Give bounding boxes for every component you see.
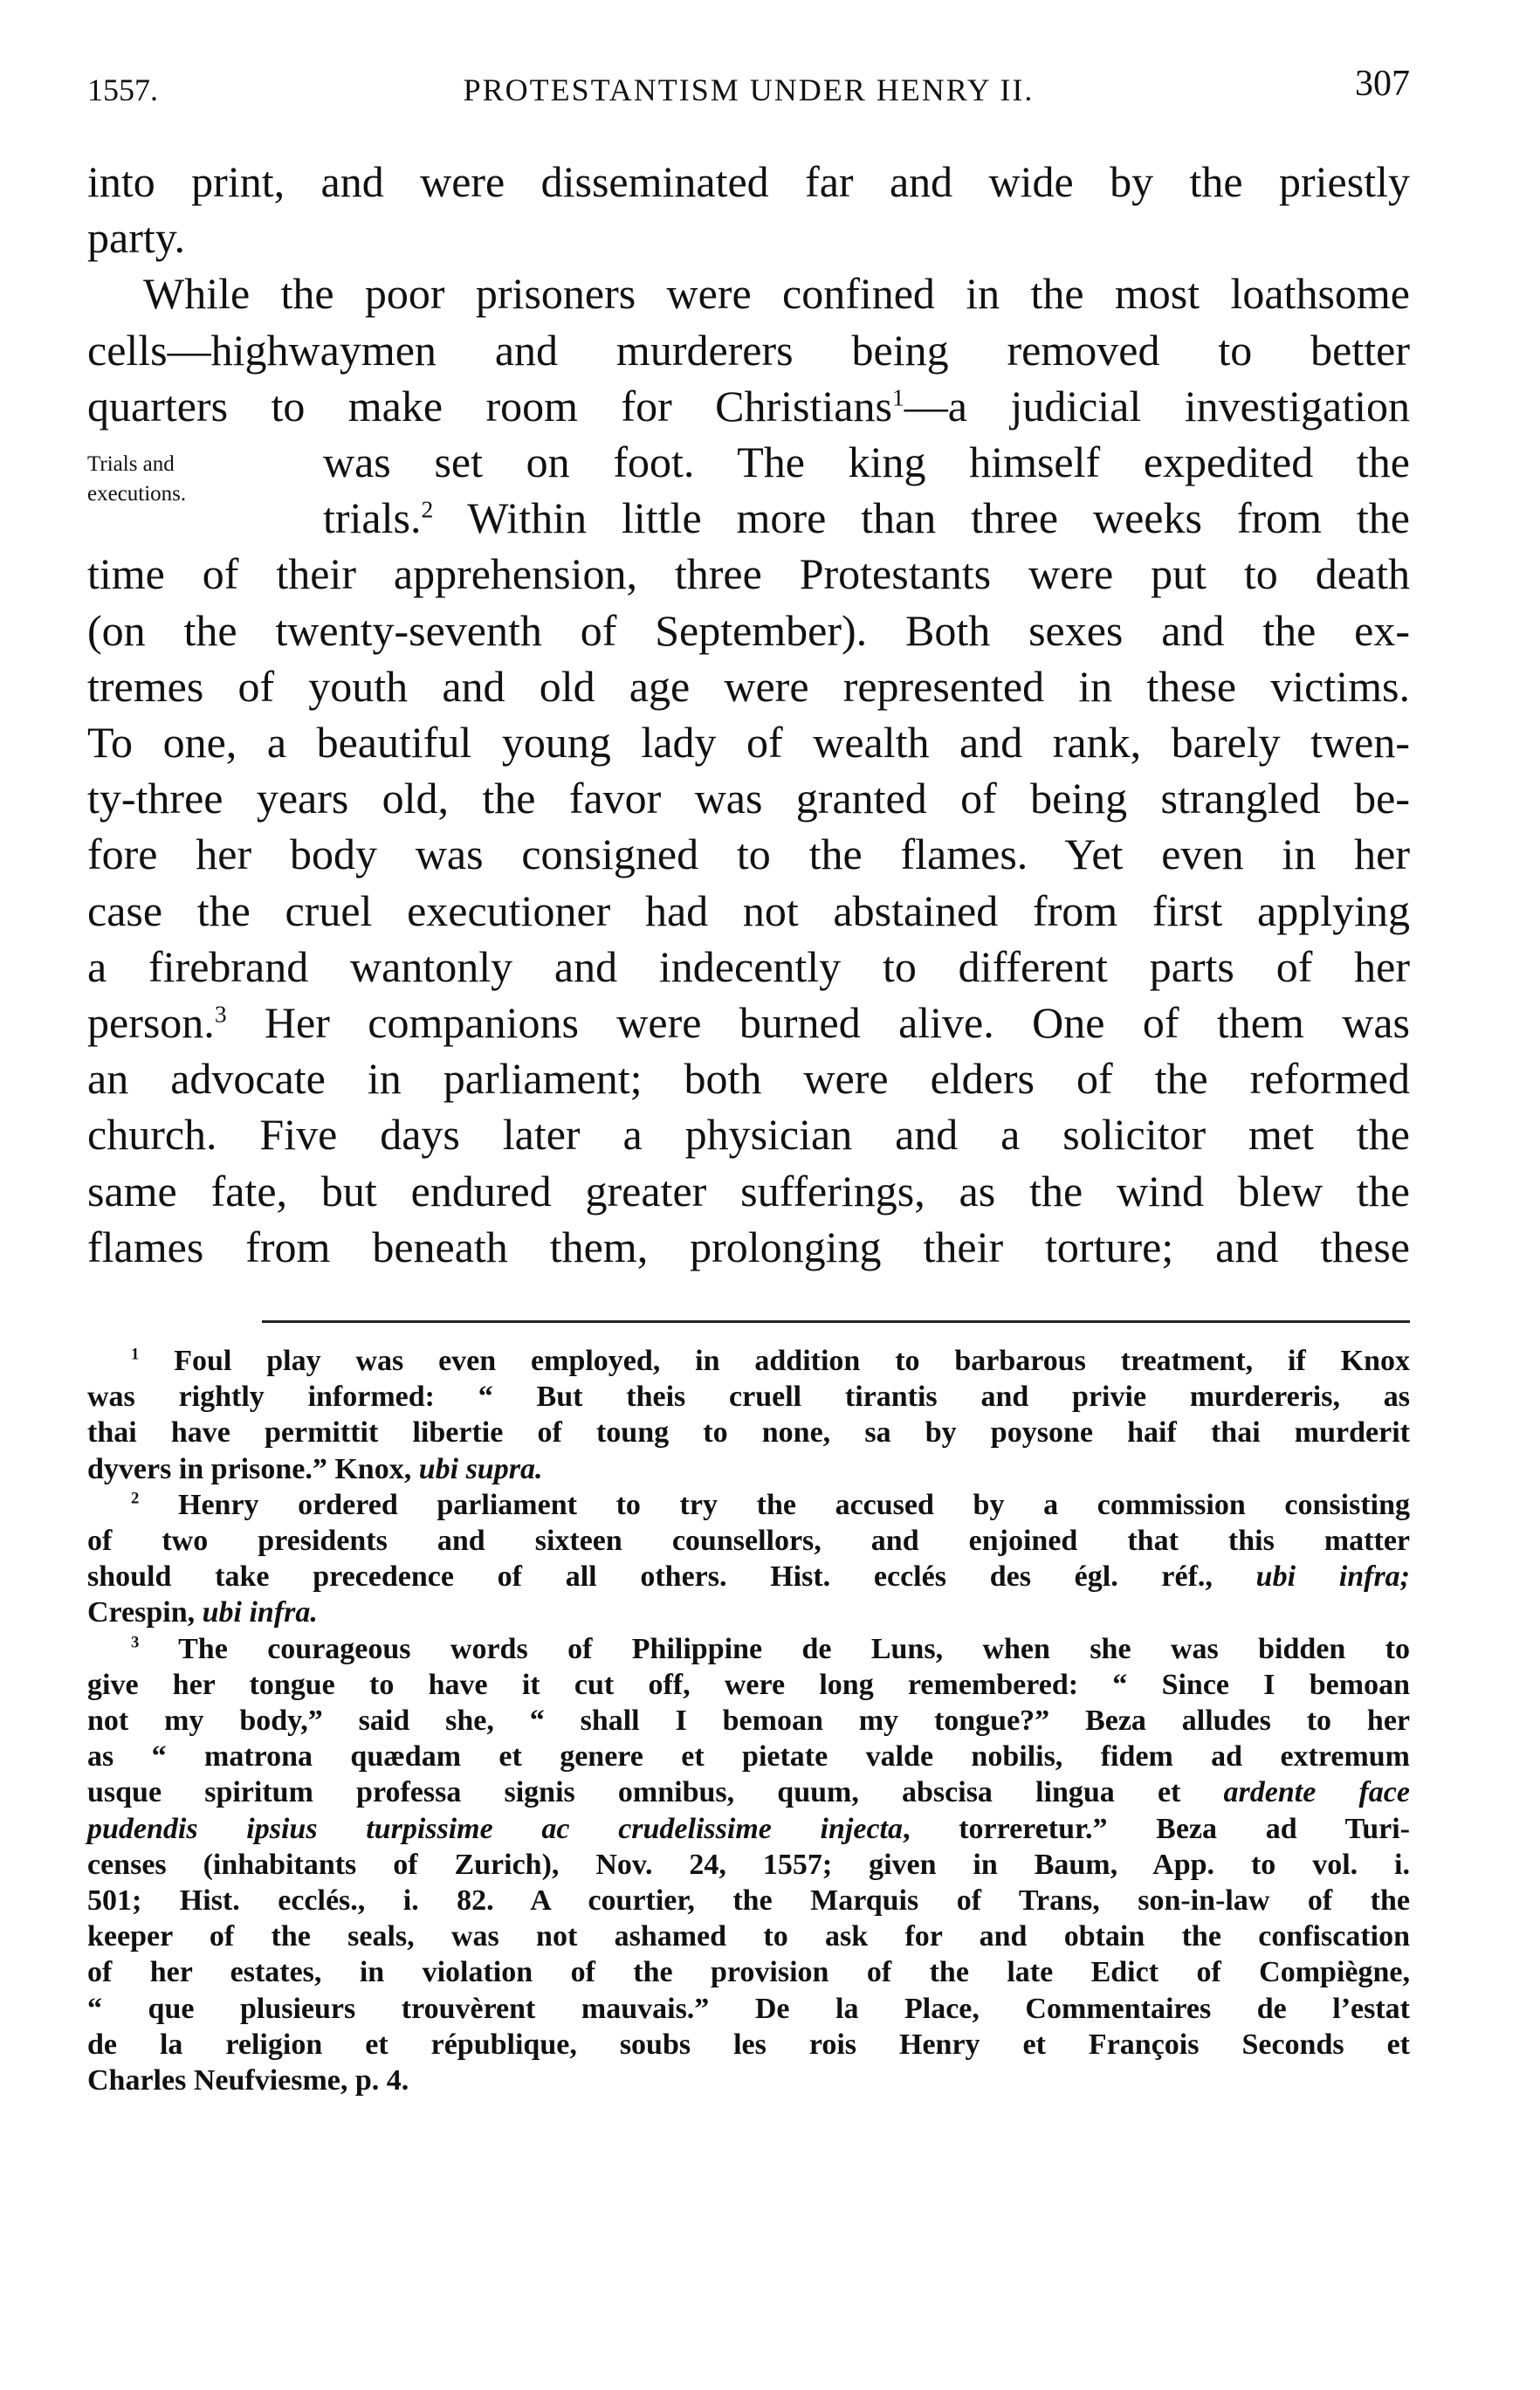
footnote-line: of her estates, in violation of the provision of the late Edict of Compiègne, [87,1956,1410,1989]
footnote-line: of two presidents and sixteen counsellors, and enjoined that this matter [87,1525,1410,1558]
footnote-line: 501; Hist. ecclés., i. 82. A courtier, the Marquis of Trans, son-in-law of the [87,1884,1410,1918]
text-line: fore her body was consigned to the flames. Yet even in her [87,830,1410,879]
text-line: into print, and were disseminated far and wide by the priestly [87,157,1410,206]
header-title: PROTESTANTISM UNDER HENRY II. [463,72,1035,107]
footnote-line: censes (inhabitants of Zurich), Nov. 24, 1557; given in Baum, App. to vol. i. [87,1848,1410,1881]
margin-note-line: executions. [87,482,187,506]
text-line: trials.$^2$ Within little more than three weeks from the [323,493,1410,543]
footnote-marker: 3 [131,1633,140,1652]
footnote-line: dyvers in prisone.” Knox, ubi supra. [87,1452,543,1485]
footnote-ref-1[interactable]: 1 [891,383,904,411]
footnote-ref-2[interactable]: 2 [421,495,434,523]
text-line: quarters to make room for Christians$^1$—a judicial investigation [87,381,1410,430]
footnotes [87,1343,1410,2098]
text-line: church. Five days later a physician and a solicitor met the [87,1110,1410,1160]
text-line: case the cruel executioner had not abstained from first applying [87,885,1410,935]
footnote-line: Charles Neufviesme, p. 4. [87,2064,409,2097]
page-number: 307 [1355,64,1410,104]
text-line: flames from beneath them, prolonging their torture; and these [87,1222,1410,1271]
header-year: 1557. [87,72,158,107]
footnote-2: $^2$ Henry ordered parliament to try the accused by a commission consisting of two presidents and sixteen counsellors, and enjoined that this matter should take precedence of all others. Hist. ecclés des égl. réf., ubi infra; Crespin, ubi infra. [87,1487,1410,1631]
footnote-line: pudendis ipsius turpissime ac crudelissime injecta, torreretur.” Beza ad Turi- [87,1812,1411,1845]
footnote-1: $^1$ Foul play was even employed, in addition to barbarous treatment, if Knox was rightly informed: “ But theis cruell tirantis and privie murdereris, as thai have permittit libertie of toung to none, sa by poysone haif thai murderit dyvers in prisone.” Knox, ubi supra. [87,1343,1410,1487]
footnote-divider [262,1320,1410,1323]
text-line: To one, a beautiful young lady of wealth and rank, barely twen- [87,718,1410,768]
footnote-line: not my body,” said she, “ shall I bemoan my tongue?” Beza alludes to her [87,1705,1410,1738]
text-line: While the poor prisoners were confined in the most loathsome [143,269,1410,319]
text-line: tremes of youth and old age were represented in these victims. [87,661,1410,711]
footnote-3: $^3$ The courageous words of Philippine de Luns, when she was bidden to give her tongue to have it cut off, were long remembered: “ Since I bemoan not my body,” said she, “ shall I bemoan my tongue?” Beza alludes to her as “ matrona quædam et genere et pietate valde nobilis, fidem ad extremum usque spiritum professa signis omnibus, quum, abscisa lingua et ardente face pudendis ipsius turpissime ac crudelissime injecta, torreretur.” Beza ad Turi- censes (inhabitants of Zurich), Nov. 24, 1557; given in Baum, App. to vol. i. 501; Hist. ecclés., i. 82. A courtier, the Marquis of Trans, son-in-law of the keeper of the seals, was not ashamed to ask for and obtain the confiscation of her estates, in violation of the provision of the late Edict of Compiègne, “ que plusieurs trouvèrent mauvais.” De la Place, Commentaires de l’estat de la religion et république, soubs les rois Henry et François Seconds et Charles Neufviesme, p. 4. [87,1631,1410,2099]
footnote-line: should take precedence of all others. Hist. ecclés des égl. réf., ubi infra; [87,1560,1410,1594]
footnote-line: thai have permittit libertie of toung to none, sa by poysone haif thai murderit [87,1416,1410,1450]
footnote-line: de la religion et république, soubs les rois Henry et François Seconds et [87,2028,1410,2061]
text-line: ty-three years old, the favor was granted of being strangled be- [87,774,1410,823]
footnote-line: “ que plusieurs trouvèrent mauvais.” De la Place, Commentaires de l’estat [87,1992,1410,2025]
text-line: (on the twenty-seventh of September). Both sexes and the ex- [87,605,1410,655]
text-line: party. [87,213,185,263]
text-line: was set on foot. The king himself expedited the [323,437,1410,487]
text-line: same fate, but endured greater sufferings, as the wind blew the [87,1166,1410,1216]
running-header [87,63,1410,115]
footnote-line: give her tongue to have it cut off, were long remembered: “ Since I bemoan [87,1668,1410,1701]
text-line: time of their apprehension, three Protestants were put to death [87,549,1410,599]
body-text [87,154,1410,1275]
footnote-line: Crespin, ubi infra. [87,1596,318,1629]
text-line: a firebrand wantonly and indecently to different parts of her [87,941,1410,991]
footnote-marker: 1 [131,1345,140,1364]
footnote-ref-3[interactable]: 3 [214,1000,227,1028]
text-line: cells—highwaymen and murderers being removed to better [87,325,1410,375]
footnote-line: was rightly informed: “ But theis cruell tirantis and privie murdereris, as [87,1381,1410,1414]
footnote-line: usque spiritum professa signis omnibus, quum, abscisa lingua et ardente face [87,1776,1410,1809]
text-line: person.$^3$ Her companions were burned alive. One of them was [87,998,1410,1048]
footnote-line: keeper of the seals, was not ashamed to ask for and obtain the confiscation [87,1920,1410,1953]
footnote-marker: 2 [131,1489,140,1508]
text-line: an advocate in parliament; both were elders of the reformed [87,1054,1410,1104]
margin-note-line: Trials and [87,452,175,476]
footnote-line: as “ matrona quædam et genere et pietate valde nobilis, fidem ad extremum [87,1740,1410,1774]
